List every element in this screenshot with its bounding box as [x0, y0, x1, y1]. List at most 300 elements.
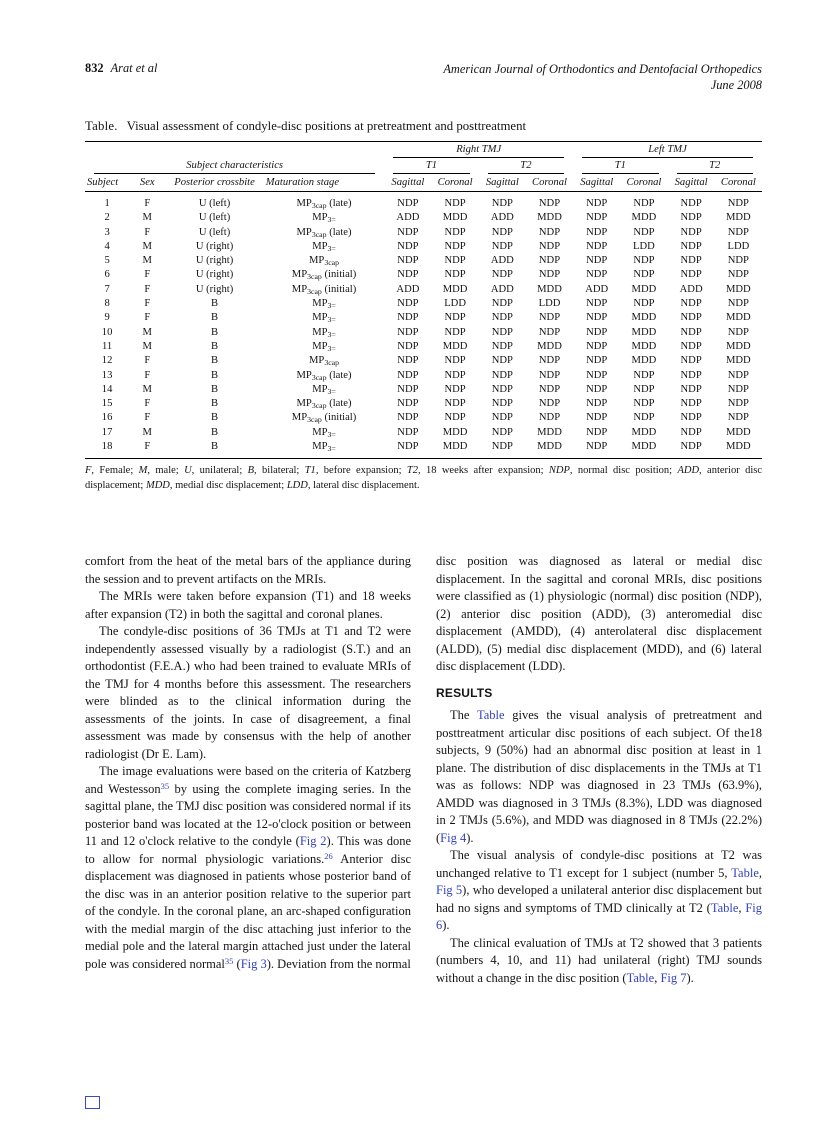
cell-disc-position: NDP	[633, 255, 655, 267]
cross-reference-link[interactable]: Fig 4	[440, 830, 467, 845]
cell-disc-position: NDP	[727, 369, 749, 381]
cell-crossbite: U (right)	[195, 255, 234, 267]
cell-disc-position: NDP	[573, 440, 620, 459]
paragraph	[436, 935, 762, 988]
cell-subject: 1	[104, 198, 110, 209]
cell-disc-position: LDD	[444, 298, 466, 310]
cell-disc-position: NDP	[491, 355, 513, 367]
cell-disc-position: NDP	[538, 198, 561, 209]
col-header-crossbite: Posterior crossbite	[165, 174, 263, 192]
cell-sex: F	[144, 269, 151, 281]
cell-disc-position: MDD	[537, 283, 562, 295]
cell-disc-position: NDP	[538, 255, 561, 267]
cell-subject: 6	[104, 269, 110, 281]
abbreviation: B	[247, 465, 255, 477]
cell-disc-position: NDP	[633, 412, 655, 424]
cell-disc-position: MDD	[725, 283, 751, 295]
cell-disc-position: NDP	[680, 326, 702, 338]
cell-disc-position: NDP	[444, 255, 466, 267]
right-column	[436, 553, 762, 987]
abbreviation: LDD	[286, 480, 308, 492]
group-header-label: Right TMJ	[393, 144, 564, 158]
cell-disc-position: NDP	[727, 412, 749, 424]
cross-reference-link[interactable]: Table	[476, 708, 505, 722]
table-row	[85, 268, 762, 282]
cross-reference-link[interactable]: Fig 5	[436, 883, 463, 897]
cell-disc-position: NDP	[586, 255, 608, 267]
paragraph	[85, 553, 411, 588]
time-header-t1-left	[573, 158, 667, 174]
cell-disc-position: NDP	[397, 326, 419, 338]
citation-link[interactable]: 35	[160, 780, 170, 791]
cell-disc-position: NDP	[538, 326, 561, 338]
abbreviation: M	[138, 465, 148, 477]
text-run: gives the visual analysis of pretreatment and posttreatment articular disc positions of each subject. Of the18 subjects, 9 (50%) had an abnormal disc position at least in 1 plane. The distribution of disc displacements in the TMJs at T1 was as follows: NDP was diagnosed in 23 TMJs (63.9%), AMDD was diagnosed in 3 TMJs (8.3%), LDD was diagnosed in 2 TMJs (5.6%), and MDD was diagnosed in 8 TMJs (22.2%) (	[436, 708, 762, 845]
text-run: The condyle-disc positions of 36 TMJs at T1 and T2 were independently assessed visually by a radiologist (S.T.) and an orthodontist (F.E.A.) who had been trained to evaluate MRIs of the TMJ for 4 months before this assessment. The researchers were blinded as to the clinical information during the assessments of the joints. In case of disagreement, a final assessment was made by consensus with the help of another radiologist (Dr E. Lam).	[85, 624, 411, 761]
cell-subject: 15	[101, 398, 113, 410]
cell-disc-position: NDP	[491, 226, 513, 238]
cell-disc-position: NDP	[397, 340, 419, 352]
abbreviation: MDD	[145, 480, 170, 492]
cell-disc-position: NDP	[538, 383, 561, 395]
cell-crossbite: U (right)	[195, 283, 234, 295]
cell-crossbite: B	[211, 326, 219, 338]
text-run: The visual analysis of condyle-disc positions at T2 was unchanged relative to T1 except for 1 subject (number 5,	[436, 848, 762, 880]
cell-disc-position: MDD	[442, 212, 468, 224]
cell-disc-position: MDD	[631, 326, 657, 338]
cell-subject: 7	[104, 283, 110, 295]
cell-disc-position: NDP	[479, 440, 526, 459]
cell-disc-position: NDP	[680, 255, 702, 267]
running-head-left	[85, 61, 157, 94]
cell-maturation-stage: $MP_{3cap}$	[309, 255, 340, 268]
table-container	[85, 141, 762, 494]
stray-link-box	[85, 1096, 100, 1109]
cell-disc-position: NDP	[491, 326, 513, 338]
cell-disc-position: NDP	[397, 226, 419, 238]
cell-disc-position: NDP	[491, 369, 513, 381]
cell-disc-position: NDP	[633, 369, 655, 381]
cell-disc-position: LDD	[633, 240, 655, 252]
table-row	[85, 254, 762, 268]
cell-disc-position: NDP	[538, 369, 561, 381]
table-row	[85, 211, 762, 225]
cell-disc-position: NDP	[727, 255, 749, 267]
cell-disc-position: MDD	[537, 212, 562, 224]
cell-subject: 8	[104, 298, 110, 310]
table-footnote	[85, 464, 762, 493]
text-run: , unilateral;	[191, 465, 248, 477]
cell-subject: 5	[104, 255, 110, 267]
cell-disc-position: NDP	[633, 398, 655, 410]
cell-disc-position: MDD	[537, 340, 562, 352]
cell-disc-position: MDD	[537, 426, 562, 438]
cell-disc-position: NDP	[444, 369, 466, 381]
cell-disc-position: NDP	[538, 312, 561, 324]
cell-disc-position: MDD	[631, 355, 657, 367]
page-number: 832	[85, 61, 104, 75]
cell-disc-position: NDP	[491, 340, 513, 352]
cross-reference-link[interactable]: Table	[731, 865, 759, 880]
cell-sex: F	[144, 226, 151, 238]
text-run: , lateral disc displacement.	[307, 480, 420, 492]
cell-disc-position: NDP	[384, 440, 431, 459]
text-run: The	[450, 708, 477, 722]
cell-disc-position: NDP	[680, 198, 702, 209]
col-header-sex: Sex	[129, 174, 165, 192]
cell-disc-position: NDP	[586, 369, 608, 381]
cell-disc-position: NDP	[727, 326, 749, 338]
cell-disc-position: NDP	[444, 326, 466, 338]
time-header-t2-left	[668, 158, 762, 174]
cell-subject: 2	[104, 212, 110, 224]
cell-crossbite: B	[211, 298, 219, 310]
cell-disc-position: NDP	[538, 355, 561, 367]
cell-disc-position: NDP	[586, 198, 608, 209]
cell-sex: M	[142, 383, 152, 395]
group-header-right-tmj	[384, 142, 573, 159]
citation-link[interactable]: 26	[324, 850, 333, 861]
cell-disc-position: MDD	[725, 340, 751, 352]
cell-disc-position: NDP	[444, 398, 466, 410]
table-row	[85, 383, 762, 397]
cell-disc-position: MDD	[725, 212, 751, 224]
cell-disc-position: MDD	[631, 426, 657, 438]
cell-disc-position: ADD	[679, 283, 703, 295]
text-run: ,	[654, 970, 661, 985]
cell-disc-position: MDD	[442, 340, 468, 352]
table-label: Table.	[85, 119, 118, 133]
cell-sex: M	[142, 212, 152, 224]
cell-disc-position: NDP	[586, 355, 608, 367]
cell-maturation-stage: $MP_{3=}$	[312, 326, 336, 339]
text-run: The clinical evaluation of TMJs at T2 showed that 3 patients (numbers 4, 10, and 11) had unilateral (right) TMJ sounds without a change in the disc position (	[436, 935, 762, 985]
cell-maturation-stage: $MP_{3cap}$ (late)	[296, 198, 352, 210]
col-header-sagittal: Sagittal	[573, 174, 620, 192]
table-row	[85, 226, 762, 240]
cell-disc-position: NDP	[491, 383, 513, 395]
cell-disc-position: NDP	[680, 412, 702, 424]
cell-disc-position: NDP	[727, 198, 749, 209]
cell-disc-position: NDP	[444, 412, 466, 424]
cell-crossbite: B	[211, 355, 219, 367]
time-header-label: T1	[393, 160, 469, 174]
cell-disc-position: MDD	[620, 440, 667, 459]
cell-disc-position: NDP	[586, 269, 608, 281]
cross-reference-link[interactable]: Fig 6	[436, 900, 762, 932]
table-row	[85, 311, 762, 325]
col-header-sagittal: Sagittal	[479, 174, 526, 192]
running-head-right	[443, 61, 762, 94]
cell-disc-position: NDP	[444, 226, 466, 238]
issue-date: June 2008	[710, 78, 762, 93]
cell-maturation-stage: $MP_{3=}$	[264, 440, 385, 459]
citation-link[interactable]: 35	[224, 955, 234, 966]
cell-disc-position: MDD	[631, 212, 657, 224]
cell-disc-position: NDP	[491, 298, 513, 310]
text-run: ).	[686, 970, 694, 985]
cell-disc-position: MDD	[715, 440, 762, 459]
col-header-maturation: Maturation stage	[264, 174, 385, 192]
cell-disc-position: NDP	[680, 426, 702, 438]
cell-disc-position: NDP	[680, 355, 702, 367]
abbreviation: T1	[304, 465, 316, 477]
text-run: ). This was done to allow for normal physiologic variations.	[85, 834, 411, 866]
paragraph	[85, 588, 411, 623]
cell-disc-position: NDP	[444, 312, 466, 324]
body-text	[85, 553, 762, 987]
running-head	[85, 61, 762, 94]
cell-disc-position: MDD	[725, 355, 751, 367]
cell-subject: 10	[101, 326, 113, 338]
col-header-coronal: Coronal	[715, 174, 762, 192]
cell-crossbite: U (left)	[198, 226, 231, 238]
cell-disc-position: NDP	[397, 298, 419, 310]
cell-disc-position: NDP	[397, 369, 419, 381]
cell-maturation-stage: $MP_{3cap}$ (late)	[296, 398, 352, 411]
cell-disc-position: NDP	[538, 412, 561, 424]
cell-disc-position: ADD	[490, 255, 514, 267]
abbreviation: U	[184, 465, 192, 477]
col-header-sagittal: Sagittal	[668, 174, 715, 192]
table-row	[85, 369, 762, 383]
text-run: , 18 weeks after expansion;	[417, 465, 549, 477]
cell-disc-position: NDP	[397, 412, 419, 424]
cell-sex: M	[142, 255, 152, 267]
results-heading: RESULTS	[436, 685, 493, 700]
group-header-left-tmj	[573, 142, 762, 159]
text-run: , anterior disc displacement;	[85, 465, 762, 492]
subject-characteristics-header	[85, 158, 384, 174]
cell-disc-position: NDP	[633, 198, 655, 209]
cross-reference-link[interactable]: Table	[710, 900, 739, 915]
cell-sex: M	[142, 426, 152, 438]
cell-subject: 16	[101, 412, 113, 424]
cell-subject: 4	[104, 240, 110, 252]
table-row	[85, 192, 762, 212]
cell-disc-position: NDP	[586, 426, 608, 438]
cell-disc-position: NDP	[586, 212, 608, 224]
cell-maturation-stage: $MP_{3=}$	[312, 426, 336, 439]
cell-crossbite: B	[211, 369, 219, 381]
cell-disc-position: NDP	[491, 426, 513, 438]
cell-disc-position: ADD	[585, 283, 609, 295]
cell-disc-position: NDP	[586, 298, 608, 310]
cell-disc-position: NDP	[491, 240, 513, 252]
cell-crossbite: U (right)	[195, 240, 234, 252]
text-run: , normal disc position;	[569, 465, 678, 477]
cell-sex: F	[144, 198, 151, 209]
cross-reference-link[interactable]: Table	[626, 970, 655, 985]
column-header-row	[85, 174, 762, 192]
cell-disc-position: NDP	[538, 398, 561, 410]
time-header-label: T2	[677, 160, 753, 174]
cell-disc-position: NDP	[680, 312, 702, 324]
cell-disc-position: NDP	[397, 383, 419, 395]
left-column	[85, 553, 411, 987]
cell-disc-position: NDP	[633, 269, 655, 281]
table-row	[85, 397, 762, 411]
cell-subject: 14	[101, 383, 113, 395]
table-caption	[85, 119, 762, 134]
cell-sex: F	[129, 440, 165, 459]
cell-disc-position: NDP	[491, 398, 513, 410]
group-header-label: Left TMJ	[582, 144, 753, 158]
cross-reference-link[interactable]: Fig 3	[240, 956, 267, 971]
cell-crossbite: B	[211, 383, 219, 395]
cell-disc-position: ADD	[490, 212, 514, 224]
cell-disc-position: NDP	[586, 412, 608, 424]
cell-disc-position: NDP	[397, 269, 419, 281]
cell-disc-position: NDP	[633, 383, 655, 395]
cell-sex: M	[142, 340, 152, 352]
cell-maturation-stage: $MP_{3=}$	[312, 298, 336, 311]
text-run: ).	[466, 830, 474, 845]
cell-crossbite: B	[211, 412, 219, 424]
cell-disc-position: NDP	[680, 269, 702, 281]
time-header-t1-right	[384, 158, 478, 174]
cell-disc-position: MDD	[631, 312, 657, 324]
cell-maturation-stage: $MP_{3cap}$ (late)	[296, 369, 352, 382]
table-row	[85, 426, 762, 440]
text-run: The MRIs were taken before expansion (T1) and 18 weeks after expansion (T2) in both the sagittal and coronal planes.	[85, 589, 411, 621]
cell-crossbite: U (left)	[198, 212, 231, 224]
cross-reference-link[interactable]: Fig 2	[299, 834, 327, 848]
cell-disc-position: NDP	[586, 226, 608, 238]
cell-sex: M	[142, 240, 152, 252]
cell-maturation-stage: $MP_{3cap}$ (initial)	[291, 412, 357, 425]
table-row	[85, 240, 762, 254]
cell-disc-position: NDP	[633, 298, 655, 310]
cell-disc-position: NDP	[491, 269, 513, 281]
abbreviation: ADD	[677, 465, 700, 477]
text-run: by using the complete imaging series. In the sagittal plane, the TMJ disc position was considered normal if its posterior band was located at the 12-o'clock position or between 11 and 12 o'clock relative to the condyle (	[85, 781, 411, 848]
cell-disc-position: NDP	[668, 440, 715, 459]
text-run: ,	[738, 900, 746, 915]
table-row	[85, 354, 762, 368]
text-run: (	[233, 956, 241, 971]
text-run: ).	[442, 918, 450, 932]
text-run: The image evaluations were based on the criteria of Katzberg and Westesson	[85, 764, 411, 796]
cell-subject: 11	[101, 340, 113, 352]
cell-crossbite: U (left)	[198, 198, 231, 209]
text-run: , before expansion;	[315, 465, 407, 477]
cell-crossbite: B	[211, 340, 219, 352]
cell-disc-position: NDP	[491, 412, 513, 424]
cell-disc-position: NDP	[727, 383, 749, 395]
cell-disc-position: NDP	[586, 326, 608, 338]
cell-disc-position: NDP	[727, 298, 749, 310]
cell-disc-position: NDP	[444, 240, 466, 252]
assessment-table	[85, 141, 762, 459]
cell-sex: F	[144, 298, 151, 310]
cell-disc-position: NDP	[680, 383, 702, 395]
cell-subject: 3	[104, 226, 110, 238]
cell-disc-position: NDP	[397, 398, 419, 410]
cell-disc-position: MDD	[442, 283, 468, 295]
cell-disc-position: NDP	[444, 198, 466, 209]
cell-disc-position: NDP	[491, 312, 513, 324]
table-row	[85, 440, 762, 459]
cell-disc-position: NDP	[680, 398, 702, 410]
cell-disc-position: NDP	[727, 398, 749, 410]
authors: Arat et al	[110, 61, 158, 75]
table-row	[85, 340, 762, 354]
paragraph	[436, 707, 762, 847]
cell-subject: 12	[101, 355, 113, 367]
subject-characteristics-label: Subject characteristics	[94, 160, 375, 174]
col-header-coronal: Coronal	[620, 174, 667, 192]
cell-maturation-stage: $MP_{3=}$	[312, 340, 336, 353]
cell-disc-position: NDP	[538, 226, 561, 238]
cell-disc-position: NDP	[397, 240, 419, 252]
cell-crossbite: B	[211, 312, 219, 324]
cell-disc-position: MDD	[432, 440, 479, 459]
paragraph	[85, 763, 411, 973]
text-run: , male;	[147, 465, 185, 477]
cell-maturation-stage: $MP_{3cap}$ (initial)	[291, 283, 357, 296]
cell-maturation-stage: $MP_{3=}$	[312, 212, 336, 225]
cell-crossbite: B	[211, 398, 219, 410]
cell-sex: F	[144, 312, 151, 324]
cell-disc-position: NDP	[680, 369, 702, 381]
cell-disc-position: NDP	[680, 340, 702, 352]
text-run: , medial disc displacement;	[169, 480, 287, 492]
table-row	[85, 297, 762, 311]
cell-disc-position: NDP	[727, 226, 749, 238]
cell-disc-position: NDP	[633, 226, 655, 238]
paragraph	[85, 623, 411, 763]
table-caption-text: Visual assessment of condyle-disc positions at pretreatment and posttreatment	[126, 119, 527, 133]
cell-disc-position: NDP	[586, 383, 608, 395]
text-run: Anterior disc displacement was diagnosed in patients whose posterior band of the disc was in an anterior position relative to the superior part of the condyle. In the coronal plane, an arc-shaped configuration with the medial margin of the disc attaching just inferior to the medial pole and the lateral margin attached just under the lateral pole was considered normal	[85, 851, 411, 971]
cell-disc-position: NDP	[586, 312, 608, 324]
spacer-cell	[85, 142, 384, 159]
time-header-t2-right	[479, 158, 573, 174]
cell-sex: F	[144, 283, 151, 295]
cell-sex: F	[144, 412, 151, 424]
cell-disc-position: NDP	[397, 426, 419, 438]
col-header-subject: Subject	[85, 174, 129, 192]
cell-disc-position: NDP	[680, 226, 702, 238]
text-run: ), who developed a unilateral anterior disc displacement but had no signs and symptoms of TMD clinically at T2 (	[436, 883, 762, 915]
cell-disc-position: ADD	[396, 283, 420, 295]
cell-disc-position: NDP	[397, 312, 419, 324]
abbreviation: NDP	[548, 465, 570, 477]
cell-crossbite: U (right)	[195, 269, 234, 281]
cross-reference-link[interactable]: Fig 7	[660, 970, 687, 985]
cell-disc-position: MDD	[442, 426, 468, 438]
text-run: ). Deviation from the normal	[266, 956, 411, 971]
text-run: comfort from the heat of the metal bars of the appliance during the session and to prevent artifacts on the MRIs.	[85, 554, 411, 586]
cell-disc-position: NDP	[397, 355, 419, 367]
paragraph	[436, 847, 762, 935]
cell-disc-position: MDD	[526, 440, 573, 459]
cell-crossbite: B	[165, 440, 263, 459]
table-row	[85, 411, 762, 425]
table-row	[85, 326, 762, 340]
cell-disc-position: NDP	[397, 255, 419, 267]
cell-sex: F	[144, 398, 151, 410]
text-run: disc position was diagnosed as lateral or medial disc displacement. In the sagittal and coronal MRIs, disc positions were classified as (1) physiologic (normal) disc position (NDP), (2) anterior disc position (ADD), (3) anteromedial disc displacement (AMDD), (4) anterolateral disc displacement (ALDD), (5) medial disc displacement (MDD), and (6) lateral disc displacement (LDD).	[436, 554, 762, 673]
cell-maturation-stage: $MP_{3=}$	[312, 312, 336, 325]
cell-maturation-stage: $MP_{3=}$	[312, 383, 336, 396]
cell-disc-position: LDD	[538, 298, 561, 310]
time-header-row	[85, 158, 762, 174]
cell-disc-position: NDP	[680, 212, 702, 224]
cell-sex: F	[144, 355, 151, 367]
cell-disc-position: ADD	[396, 212, 420, 224]
